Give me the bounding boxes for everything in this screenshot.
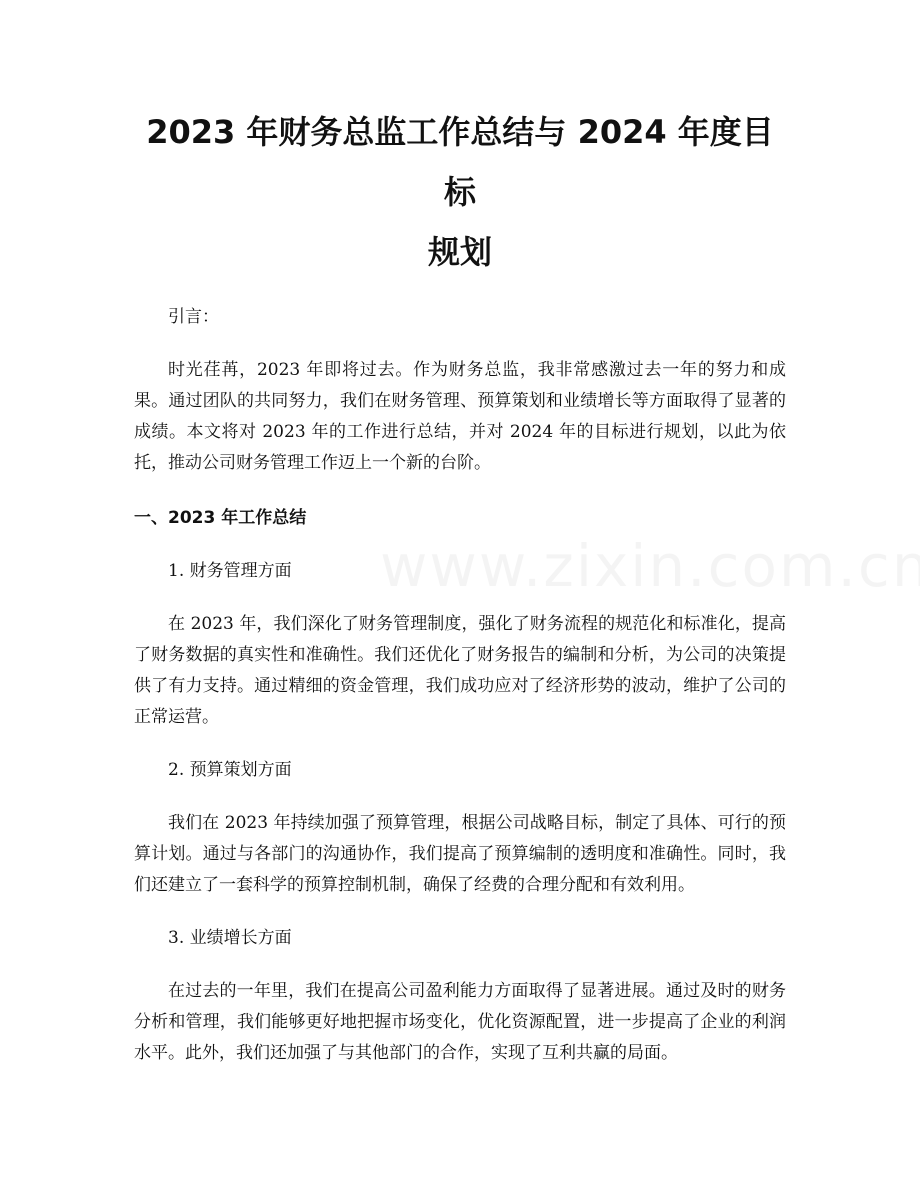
intro-paragraph: 时光荏苒，2023 年即将过去。作为财务总监，我非常感激过去一年的努力和成果。通过团队的共同努力，我们在财务管理、预算策划和业绩增长等方面取得了显著的成绩。本文将对 2023 年的工作进行总结，并对 2024 年的目标进行规划，以此为依托，推动公司财务管理工作迈上一个新的台阶。 [134, 360, 786, 473]
document-title-line2: 规划 [427, 233, 492, 271]
subsection-paragraph-2: 我们在 2023 年持续加强了预算管理，根据公司战略目标，制定了具体、可行的预算计划。通过与各部门的沟通协作，我们提高了预算编制的透明度和准确性。同时，我们还建立了一套科学的预算控制机制，确保了经费的合理分配和有效利用。 [134, 813, 786, 895]
subsection-heading-2: 2. 预算策划方面 [168, 760, 292, 780]
title-block [134, 0, 786, 282]
document-title-line1: 2023 年财务总监工作总结与 2024 年度目标 [146, 113, 774, 211]
subsection-heading-1: 1. 财务管理方面 [168, 561, 292, 581]
intro-label: 引言： [168, 307, 219, 327]
subsection-heading-3: 3. 业绩增长方面 [168, 928, 292, 948]
subsection-paragraph-3: 在过去的一年里，我们在提高公司盈利能力方面取得了显著进展。通过及时的财务分析和管理，我们能够更好地把握市场变化，优化资源配置，进一步提高了企业的利润水平。此外，我们还加强了与其他部门的合作，实现了互利共赢的局面。 [134, 981, 786, 1063]
subsection-paragraph-1: 在 2023 年，我们深化了财务管理制度，强化了财务流程的规范化和标准化，提高了财务数据的真实性和准确性。我们还优化了财务报告的编制和分析，为公司的决策提供了有力支持。通过精细的资金管理，我们成功应对了经济形势的波动，维护了公司的正常运营。 [134, 614, 786, 727]
section-heading-1: 一、2023 年工作总结 [134, 508, 307, 528]
